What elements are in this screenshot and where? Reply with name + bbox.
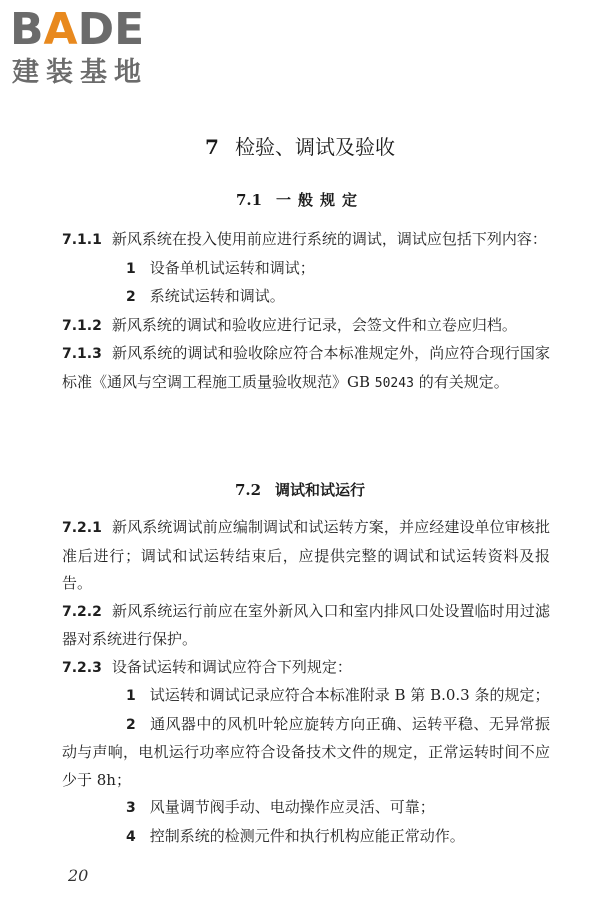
section-number: 7.1 (235, 191, 263, 209)
clause-number: 7.1.2 (62, 317, 102, 334)
item-text: 控制系统的检测元件和执行机构应能正常动作。 (149, 826, 465, 845)
clause-7-2-2 (62, 598, 550, 654)
item-text: 通风器中的风机叶轮应旋转方向正确、运转平稳、无异常振动与声响，电机运行功率应符合设备技术文件的规定，正常运转时间不应少于 8h； (62, 714, 550, 789)
logo-letter-b: B (10, 4, 44, 55)
item-text: 试运转和调试记录应符合本标准附录 B 第 B.0.3 条的规定； (149, 686, 550, 704)
standard-code: 50243 (374, 375, 414, 391)
logo-letter-a: A (43, 4, 78, 55)
clause-text: 新风系统在投入使用前应进行系统的调试，调试应包括下列内容： (111, 230, 547, 248)
clause-text: 新风系统调试前应编制调试和试运转方案，并应经建设单位审核批准后进行；调试和试运转结束后，应提供完整的调试和试运转资料及报告。 (62, 518, 550, 592)
section-body-7-2 (62, 514, 550, 851)
logo-subtitle: 建装基地 (12, 57, 148, 88)
page-number: 20 (68, 866, 89, 885)
clause-number: 7.2.1 (62, 520, 102, 536)
item-number: 1 (126, 260, 136, 277)
list-item (62, 255, 550, 284)
clause-text: 设备试运转和调试应符合下列规定： (111, 657, 352, 676)
item-number: 4 (126, 828, 136, 845)
clause-7-2-3 (62, 654, 550, 683)
clause-number: 7.1.3 (62, 346, 102, 362)
list-item (62, 682, 550, 711)
chapter-title (0, 132, 600, 162)
logo-wordmark (10, 6, 144, 54)
item-number: 2 (126, 716, 136, 733)
section-heading-7-2 (0, 478, 600, 502)
list-item (62, 283, 550, 312)
clause-text: 新风系统运行前应在室外新风入口和室内排风口处设置临时用过滤器对系统进行保护。 (62, 601, 550, 648)
item-number: 1 (126, 688, 136, 704)
section-title-text: 一般规定 (276, 191, 365, 209)
clause-7-2-1 (62, 514, 550, 598)
clause-number: 7.1.1 (62, 232, 102, 248)
list-item (62, 823, 550, 852)
chapter-title-text: 检验、调试及验收 (234, 135, 395, 159)
item-text: 系统试运转和调试。 (149, 287, 285, 305)
section-title-text: 调试和试运行 (275, 481, 366, 499)
brand-logo (10, 6, 180, 92)
item-number: 2 (126, 289, 136, 305)
clause-number: 7.2.3 (62, 659, 102, 676)
section-number: 7.2 (234, 481, 262, 499)
item-text: 风量调节阀手动、电动操作应灵活、可靠； (149, 798, 435, 816)
clause-text: 新风系统的调试和验收除应符合本标准规定外，尚应符合现行国家标准《通风与空调工程施工质量验收规范》GB (62, 344, 550, 391)
clause-text-end: 的有关规定。 (413, 372, 509, 391)
section-heading-7-1 (0, 188, 600, 212)
clause-number: 7.2.2 (62, 603, 102, 620)
clause-7-1-2 (62, 312, 550, 341)
item-number: 3 (126, 800, 136, 816)
clause-text: 新风系统的调试和验收应进行记录，会签文件和立卷应归档。 (111, 315, 517, 334)
clause-7-1-1 (62, 226, 550, 255)
list-item (62, 711, 550, 795)
section-body-7-1 (62, 226, 550, 397)
list-item (62, 794, 550, 823)
clause-7-1-3 (62, 340, 550, 397)
logo-letters-de: DE (77, 4, 145, 55)
chapter-number: 7 (205, 135, 219, 159)
item-text: 设备单机试运转和调试； (149, 258, 315, 277)
